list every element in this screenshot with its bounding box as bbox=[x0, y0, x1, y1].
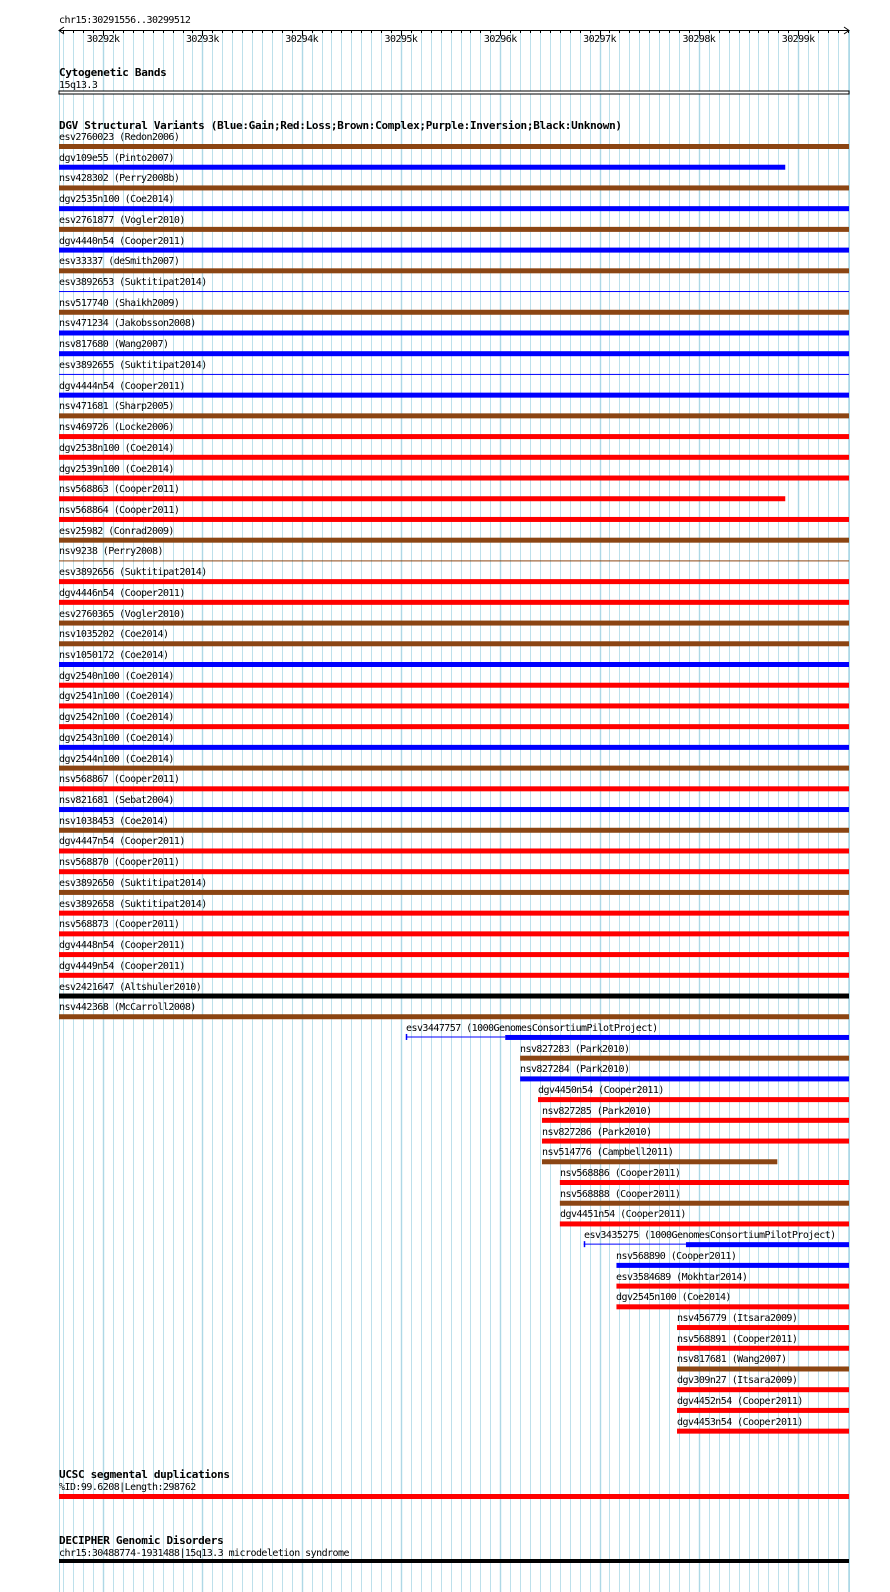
sv-feature-bar bbox=[560, 1180, 849, 1185]
sv-feature-bar bbox=[59, 165, 785, 170]
sv-feature-bar bbox=[59, 434, 849, 439]
sv-feature-bar bbox=[677, 1429, 849, 1434]
sv-feature-bar bbox=[59, 828, 849, 833]
sv-feature-label[interactable]: esv3892656 (Suktitipat2014) bbox=[59, 567, 207, 578]
sv-feature-label[interactable]: nsv568873 (Cooper2011) bbox=[59, 919, 180, 930]
sv-feature-bar bbox=[59, 869, 849, 874]
sv-feature-bar bbox=[560, 1201, 849, 1206]
sv-feature-label[interactable]: nsv568870 (Cooper2011) bbox=[59, 857, 180, 868]
sv-feature-bar bbox=[59, 476, 849, 481]
sv-feature-bar bbox=[59, 848, 849, 853]
sv-feature-label[interactable]: esv3892653 (Suktitipat2014) bbox=[59, 277, 207, 288]
sv-feature-label[interactable]: esv2760023 (Redon2006) bbox=[59, 132, 180, 143]
ruler-tick-label: 30299k bbox=[781, 34, 815, 45]
cytoband-bar bbox=[59, 91, 849, 94]
sv-feature-label[interactable]: dgv309n27 (Itsara2009) bbox=[677, 1375, 798, 1386]
sv-feature-bar bbox=[59, 600, 849, 605]
sv-feature-label[interactable]: dgv4447n54 (Cooper2011) bbox=[59, 836, 185, 847]
sv-feature-bar bbox=[59, 994, 849, 999]
sv-feature-label[interactable]: esv2761877 (Vogler2010) bbox=[59, 215, 185, 226]
sv-feature-bar bbox=[616, 1263, 849, 1268]
sv-feature-bar bbox=[677, 1346, 849, 1351]
sv-feature-bar bbox=[677, 1387, 849, 1392]
decipher-track-title[interactable]: DECIPHER Genomic Disorders bbox=[59, 1534, 224, 1547]
segdup-feature-label: %ID:99.6208|Length:298762 bbox=[59, 1482, 196, 1493]
sv-feature-label[interactable]: nsv1035202 (Coe2014) bbox=[59, 629, 169, 640]
sv-feature-label[interactable]: esv3584689 (Mokhtar2014) bbox=[616, 1272, 748, 1283]
sv-feature-label[interactable]: dgv4449n54 (Cooper2011) bbox=[59, 961, 185, 972]
sv-feature-label[interactable]: nsv1050172 (Coe2014) bbox=[59, 650, 169, 661]
sv-feature-label[interactable]: dgv4453n54 (Cooper2011) bbox=[677, 1417, 803, 1428]
sv-feature-label[interactable]: dgv2544n100 (Coe2014) bbox=[59, 754, 174, 765]
sv-feature-bar bbox=[677, 1366, 849, 1371]
sv-feature-label[interactable]: nsv1038453 (Coe2014) bbox=[59, 816, 169, 827]
sv-feature-label[interactable]: esv3892658 (Suktitipat2014) bbox=[59, 899, 207, 910]
sv-feature-bar bbox=[59, 973, 849, 978]
sv-feature-bar bbox=[59, 144, 849, 149]
cytoband-track-title[interactable]: Cytogenetic Bands bbox=[59, 66, 167, 79]
sv-feature-bar bbox=[59, 952, 849, 957]
sv-feature-bar bbox=[59, 890, 849, 895]
sv-feature-bar bbox=[59, 538, 849, 543]
sv-feature-bar bbox=[59, 579, 849, 584]
sv-feature-bar bbox=[59, 206, 849, 211]
sv-feature-label[interactable]: dgv4440n54 (Cooper2011) bbox=[59, 236, 185, 247]
sv-feature-label[interactable]: nsv817681 (Wang2007) bbox=[677, 1354, 787, 1365]
segdup-track-title[interactable]: UCSC segmental duplications bbox=[59, 1468, 230, 1481]
sv-feature-bar bbox=[59, 393, 849, 398]
sv-feature-label[interactable]: nsv827283 (Park2010) bbox=[520, 1044, 630, 1055]
sv-feature-label[interactable]: nsv827284 (Park2010) bbox=[520, 1064, 630, 1075]
sv-feature-bar bbox=[560, 1221, 849, 1226]
sv-feature-bar bbox=[542, 1139, 849, 1144]
ruler-tick-label: 30295k bbox=[384, 34, 418, 45]
sv-feature-label[interactable]: dgv4448n54 (Cooper2011) bbox=[59, 940, 185, 951]
sv-feature-label[interactable]: nsv568890 (Cooper2011) bbox=[616, 1251, 737, 1262]
sv-feature-label[interactable]: dgv2539n100 (Coe2014) bbox=[59, 464, 174, 475]
ruler-tick-label: 30296k bbox=[483, 34, 517, 45]
sv-feature-label[interactable]: esv2421647 (Altshuler2010) bbox=[59, 982, 202, 993]
sv-feature-bar bbox=[59, 455, 849, 460]
sv-feature-bar bbox=[59, 662, 849, 667]
sv-feature-label[interactable]: nsv469726 (Locke2006) bbox=[59, 422, 174, 433]
ruler-location: chr15:30291556..30299512 bbox=[59, 15, 191, 26]
sv-feature-label[interactable]: dgv109e55 (Pinto2007) bbox=[59, 153, 174, 164]
sv-feature-label[interactable]: dgv4450n54 (Cooper2011) bbox=[538, 1085, 664, 1096]
sv-feature-label[interactable]: nsv428302 (Perry2008b) bbox=[59, 173, 180, 184]
sv-feature-bar bbox=[59, 786, 849, 791]
sv-feature-bar bbox=[59, 724, 849, 729]
sv-feature-label[interactable]: esv3892650 (Suktitipat2014) bbox=[59, 878, 207, 889]
sv-feature-bar bbox=[616, 1284, 849, 1289]
sv-feature-bar bbox=[542, 1118, 849, 1123]
ruler-tick-label: 30294k bbox=[285, 34, 319, 45]
sv-feature-bar bbox=[59, 807, 849, 812]
sv-feature-label[interactable]: nsv568888 (Cooper2011) bbox=[560, 1189, 681, 1200]
sv-feature-label[interactable]: esv25982 (Conrad2009) bbox=[59, 526, 174, 537]
sv-feature-label[interactable]: dgv2538n100 (Coe2014) bbox=[59, 443, 174, 454]
sv-feature-label[interactable]: dgv2542n100 (Coe2014) bbox=[59, 712, 174, 723]
sv-feature-bar bbox=[59, 911, 849, 916]
sv-feature-label[interactable]: nsv827286 (Park2010) bbox=[542, 1127, 652, 1138]
sv-feature-label[interactable]: esv2760365 (Vogler2010) bbox=[59, 609, 185, 620]
sv-feature-label[interactable]: esv3435275 (1000GenomesConsortiumPilotProject) bbox=[584, 1230, 836, 1241]
sv-feature-label[interactable]: dgv4452n54 (Cooper2011) bbox=[677, 1396, 803, 1407]
sv-feature-label[interactable]: nsv456779 (Itsara2009) bbox=[677, 1313, 798, 1324]
sv-feature-label[interactable]: dgv4444n54 (Cooper2011) bbox=[59, 381, 185, 392]
sv-feature-label[interactable]: nsv568864 (Cooper2011) bbox=[59, 505, 180, 516]
sv-feature-label[interactable]: dgv2540n100 (Coe2014) bbox=[59, 671, 174, 682]
sv-feature-label[interactable]: nsv471234 (Jakobsson2008) bbox=[59, 318, 196, 329]
ruler-tick-label: 30297k bbox=[583, 34, 616, 45]
sv-feature-bar bbox=[59, 1014, 849, 1019]
sv-feature-label[interactable]: esv3892655 (Suktitipat2014) bbox=[59, 360, 207, 371]
sv-feature-bar bbox=[520, 1076, 849, 1081]
sv-feature-label[interactable]: esv33337 (deSmith2007) bbox=[59, 256, 180, 267]
ruler-tick-label: 30293k bbox=[185, 34, 219, 45]
sv-feature-bar bbox=[59, 496, 785, 501]
sv-feature-label[interactable]: dgv2543n100 (Coe2014) bbox=[59, 733, 174, 744]
sv-feature-bar bbox=[520, 1056, 849, 1061]
sv-feature-label[interactable]: nsv568891 (Cooper2011) bbox=[677, 1334, 798, 1345]
ruler-tick-label: 30298k bbox=[682, 34, 716, 45]
dgv-track-title[interactable]: DGV Structural Variants (Blue:Gain;Red:Loss;Brown:Complex;Purple:Inversion;Black:Unknown) bbox=[59, 119, 622, 132]
sv-feature-label[interactable]: dgv2545n100 (Coe2014) bbox=[616, 1292, 731, 1303]
sv-feature-bar bbox=[616, 1304, 849, 1309]
sv-feature-label[interactable]: nsv817680 (Wang2007) bbox=[59, 339, 169, 350]
decipher-feature-label: chr15:30488774-1931488|15q13.3 microdeletion syndrome bbox=[59, 1548, 349, 1559]
sv-feature-bar bbox=[59, 185, 849, 190]
sv-feature-bar bbox=[59, 330, 849, 335]
sv-feature-label[interactable]: nsv827285 (Park2010) bbox=[542, 1106, 652, 1117]
sv-feature-label[interactable]: nsv568867 (Cooper2011) bbox=[59, 774, 180, 785]
sv-feature-label[interactable]: nsv568886 (Cooper2011) bbox=[560, 1168, 681, 1179]
sv-feature-bar bbox=[59, 268, 849, 273]
sv-feature-bar bbox=[677, 1408, 849, 1413]
sv-feature-bar bbox=[59, 560, 849, 561]
sv-feature-bar bbox=[59, 351, 849, 356]
sv-feature-bar bbox=[677, 1325, 849, 1330]
sv-feature-bar bbox=[59, 248, 849, 253]
sv-feature-bar bbox=[59, 310, 849, 315]
decipher-feature-bar bbox=[59, 1559, 849, 1563]
sv-feature-label[interactable]: nsv442368 (McCarroll2008) bbox=[59, 1002, 196, 1013]
sv-feature-label[interactable]: dgv2535n100 (Coe2014) bbox=[59, 194, 174, 205]
sv-feature-bar bbox=[59, 413, 849, 418]
sv-feature-bar bbox=[542, 1159, 777, 1164]
sv-feature-bar bbox=[59, 621, 849, 626]
sv-feature-bar bbox=[686, 1242, 849, 1247]
sv-feature-label[interactable]: dgv4446n54 (Cooper2011) bbox=[59, 588, 185, 599]
sv-feature-label[interactable]: nsv9238 (Perry2008) bbox=[59, 546, 163, 557]
sv-feature-bar bbox=[59, 703, 849, 708]
sv-feature-label[interactable]: nsv568863 (Cooper2011) bbox=[59, 484, 180, 495]
sv-feature-bar bbox=[505, 1035, 849, 1040]
sv-feature-bar bbox=[59, 374, 849, 375]
ruler-tick-label: 30292k bbox=[86, 34, 120, 45]
sv-feature-label[interactable]: nsv517740 (Shaikh2009) bbox=[59, 298, 180, 309]
sv-feature-bar bbox=[59, 227, 849, 232]
cytoband-label: 15q13.3 bbox=[59, 80, 98, 91]
segdup-feature-bar bbox=[59, 1494, 849, 1499]
sv-feature-label[interactable]: esv3447757 (1000GenomesConsortiumPilotProject) bbox=[406, 1023, 658, 1034]
sv-feature-bar bbox=[59, 766, 849, 771]
sv-feature-bar bbox=[59, 291, 849, 292]
sv-feature-bar bbox=[59, 683, 849, 688]
sv-feature-bar bbox=[59, 745, 849, 750]
sv-feature-label[interactable]: nsv821681 (Sebat2004) bbox=[59, 795, 174, 806]
sv-feature-bar bbox=[59, 517, 849, 522]
sv-feature-label[interactable]: nsv471681 (Sharp2005) bbox=[59, 401, 174, 412]
sv-feature-bar bbox=[59, 931, 849, 936]
sv-feature-label[interactable]: dgv2541n100 (Coe2014) bbox=[59, 691, 174, 702]
sv-feature-label[interactable]: nsv514776 (Campbell2011) bbox=[542, 1147, 674, 1158]
sv-feature-bar bbox=[59, 641, 849, 646]
sv-feature-bar bbox=[538, 1097, 849, 1102]
sv-feature-label[interactable]: dgv4451n54 (Cooper2011) bbox=[560, 1209, 686, 1220]
